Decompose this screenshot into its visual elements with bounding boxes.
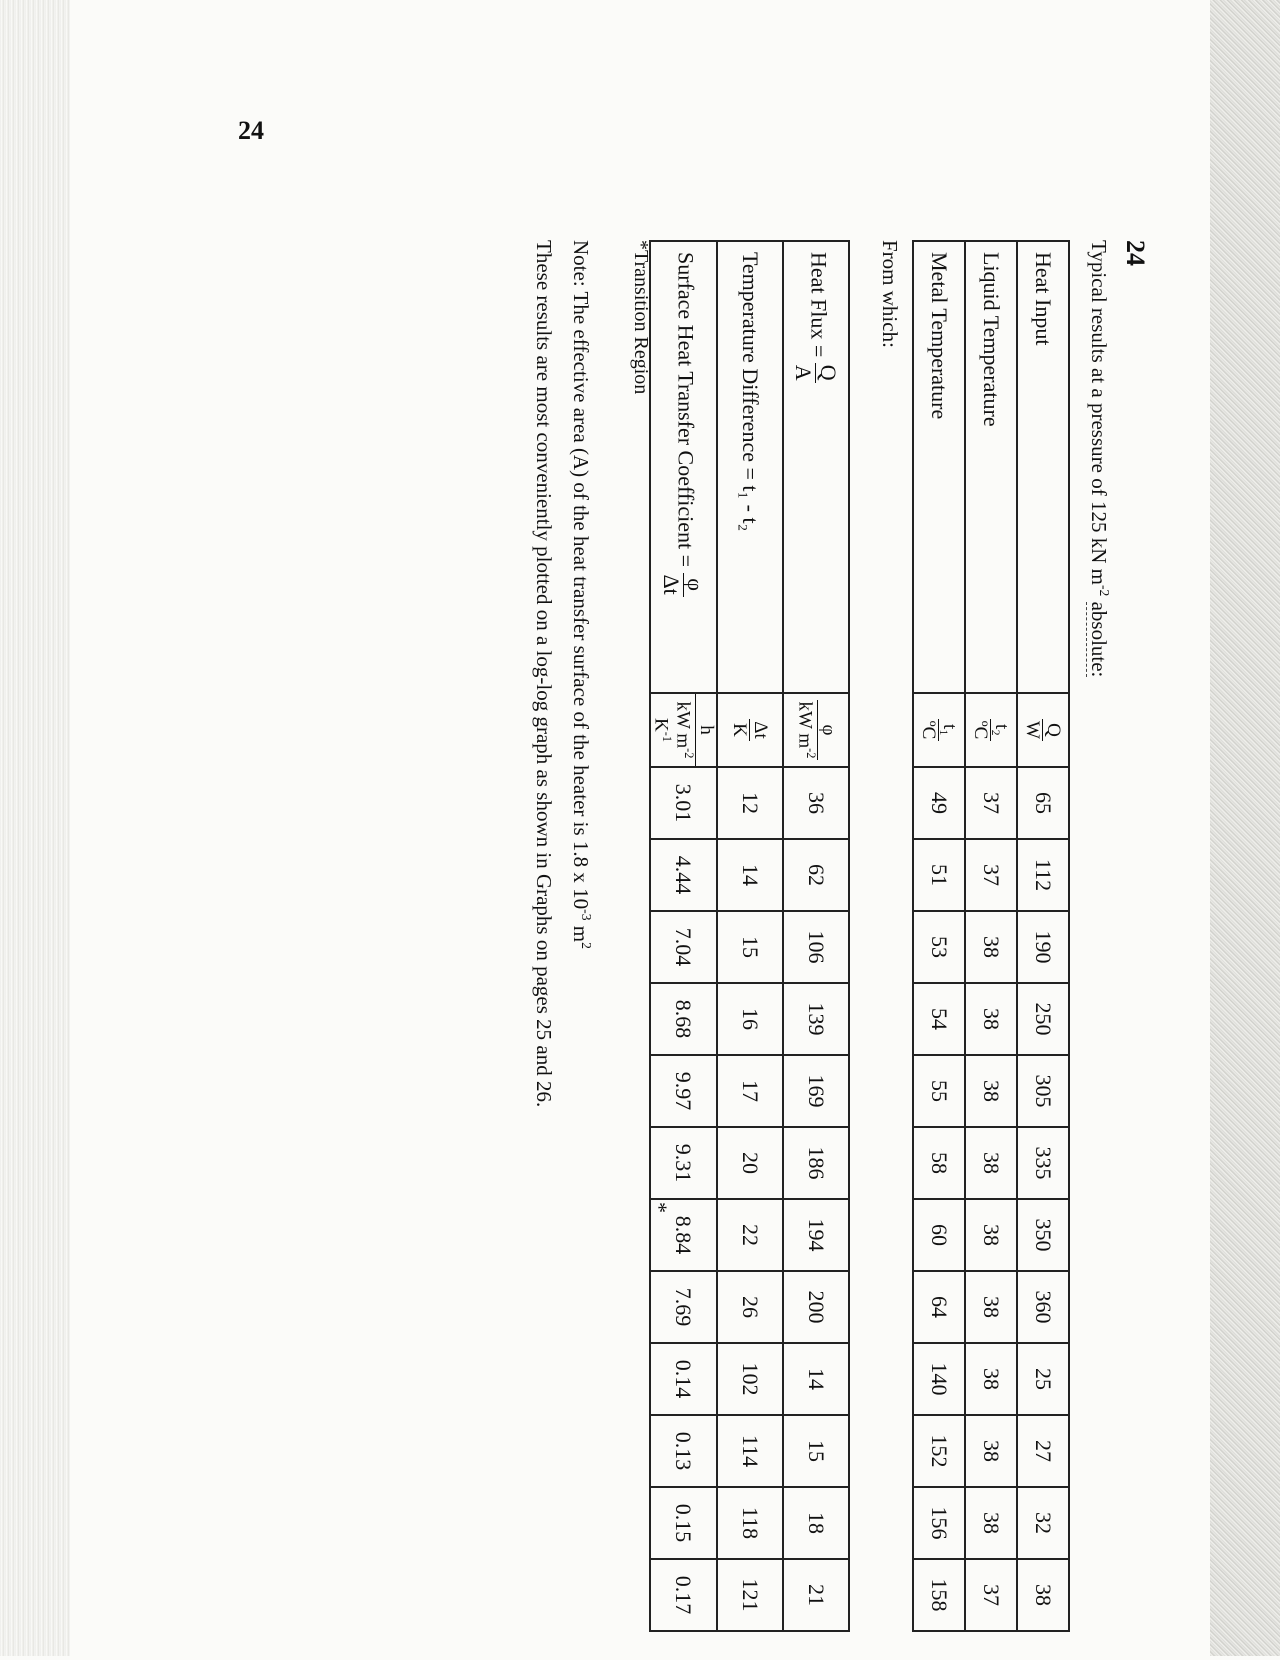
table-cell: 4.44 bbox=[650, 839, 717, 911]
caption-sup: -2 bbox=[1097, 584, 1112, 597]
results-table bbox=[912, 240, 1070, 1632]
caption-suffix: absolute: bbox=[1087, 601, 1111, 678]
table-cell: 186 bbox=[783, 1127, 849, 1199]
label-text: Heat Flux = bbox=[805, 252, 831, 363]
table-cell: 14 bbox=[717, 839, 783, 911]
table-cell: 21 bbox=[783, 1559, 849, 1631]
table-cell: 139 bbox=[783, 983, 849, 1055]
table-cell: 200 bbox=[783, 1271, 849, 1343]
row-label: Heat Input bbox=[1017, 241, 1069, 693]
table-cell: 0.14 bbox=[650, 1343, 717, 1415]
table-cell: 335 bbox=[1017, 1127, 1069, 1199]
unit-fraction-den: kW $m^{-2}$ bbox=[794, 701, 818, 759]
table-cell: 305 bbox=[1017, 1055, 1069, 1127]
table-cell: 3.01 bbox=[650, 767, 717, 839]
table-cell: 7.69 bbox=[650, 1271, 717, 1343]
table-row bbox=[650, 241, 717, 1631]
row-label bbox=[650, 241, 717, 693]
table-cell: 8.68 bbox=[650, 983, 717, 1055]
row-label: Temperature Difference = t₁ - t₂ bbox=[717, 241, 783, 693]
unit-fraction bbox=[919, 719, 960, 742]
unit-fraction-num: Q bbox=[1043, 719, 1064, 741]
unit-fraction-den-sup2: -1 bbox=[659, 731, 674, 743]
label-fraction-den: Δt bbox=[658, 574, 684, 595]
row-label: Metal Temperature bbox=[913, 241, 965, 693]
unit-symbol bbox=[1017, 693, 1069, 767]
table-cell: 37 bbox=[965, 839, 1017, 911]
unit-fraction-den: K bbox=[729, 723, 751, 737]
table-cell: 0.17 bbox=[650, 1559, 717, 1631]
table-cell: 0.15 bbox=[650, 1487, 717, 1559]
scan-right-edge bbox=[1210, 0, 1280, 1656]
table-cell: 8.84 bbox=[650, 1199, 717, 1271]
table-cell: 38 bbox=[965, 1271, 1017, 1343]
derived-table bbox=[649, 240, 850, 1632]
unit-symbol bbox=[783, 693, 849, 767]
table-cell: 118 bbox=[717, 1487, 783, 1559]
label-fraction bbox=[792, 363, 839, 383]
unit-fraction-num: h bbox=[695, 694, 716, 766]
table-cell: 16 bbox=[717, 983, 783, 1055]
table-cell: 360 bbox=[1017, 1271, 1069, 1343]
table-cell: 36 bbox=[783, 767, 849, 839]
table-cell: 7.04 bbox=[650, 911, 717, 983]
label-fraction-num: φ bbox=[683, 573, 707, 597]
page-number-rotated: 24 bbox=[1121, 240, 1150, 266]
table-cell: 9.97 bbox=[650, 1055, 717, 1127]
table-cell: 55 bbox=[913, 1055, 965, 1127]
table-cell: 121 bbox=[717, 1559, 783, 1631]
table-cell: 12 bbox=[717, 767, 783, 839]
note-text: Note: The effective area (A) of the heat transfer surface of the heater is 1.8 x 10 bbox=[569, 240, 593, 910]
table-cell: 194 bbox=[783, 1199, 849, 1271]
table-cell: 62 bbox=[783, 839, 849, 911]
unit-fraction-den: kW $m^{-2}$ $K^{-1}$ bbox=[650, 701, 697, 759]
table-cell: 27 bbox=[1017, 1415, 1069, 1487]
table-cell: 38 bbox=[965, 911, 1017, 983]
unit-symbol bbox=[650, 693, 717, 767]
row-label: Liquid Temperature bbox=[965, 241, 1017, 693]
table-cell: 38 bbox=[1017, 1559, 1069, 1631]
table-row bbox=[965, 241, 1017, 1631]
note bbox=[568, 240, 594, 949]
table-cell: 65 bbox=[1017, 767, 1069, 839]
table-cell: 169 bbox=[783, 1055, 849, 1127]
table-row bbox=[783, 241, 849, 1631]
unit-symbol bbox=[965, 693, 1017, 767]
note-unit: m bbox=[569, 920, 593, 943]
table-cell: 15 bbox=[717, 911, 783, 983]
unit-fraction-den-sup: -2 bbox=[803, 748, 818, 759]
unit-fraction-den: W bbox=[1022, 721, 1044, 739]
unit-fraction bbox=[1023, 719, 1064, 741]
table-cell: 37 bbox=[965, 767, 1017, 839]
table-cell: 49 bbox=[913, 767, 965, 839]
table-cell: 58 bbox=[913, 1127, 965, 1199]
unit-fraction-den: ºC bbox=[970, 720, 992, 740]
table-cell: 152 bbox=[913, 1415, 965, 1487]
table-cell: 38 bbox=[965, 983, 1017, 1055]
scan-left-edge bbox=[0, 0, 70, 1656]
table-cell: 190 bbox=[1017, 911, 1069, 983]
table-cell: 25 bbox=[1017, 1343, 1069, 1415]
unit-symbol bbox=[913, 693, 965, 767]
from-which-text: From which: bbox=[878, 240, 902, 348]
unit-fraction bbox=[971, 719, 1012, 742]
table-cell: 54 bbox=[913, 983, 965, 1055]
unit-fraction-den-sup: -2 bbox=[682, 748, 697, 759]
table-row bbox=[1017, 241, 1069, 1631]
table-cell: 60 bbox=[913, 1199, 965, 1271]
table-cell: 112 bbox=[1017, 839, 1069, 911]
table-cell: 140 bbox=[913, 1343, 965, 1415]
table-cell: 102 bbox=[717, 1343, 783, 1415]
unit-fraction-den: ºC bbox=[918, 720, 940, 740]
unit-fraction-num: t₂ bbox=[991, 719, 1012, 742]
table-row bbox=[717, 241, 783, 1631]
table-cell: 18 bbox=[783, 1487, 849, 1559]
table-cell: 20 bbox=[717, 1127, 783, 1199]
table-cell: 106 bbox=[783, 911, 849, 983]
unit-fraction bbox=[794, 700, 837, 761]
table-cell: 0.13 bbox=[650, 1415, 717, 1487]
table-cell: 64 bbox=[913, 1271, 965, 1343]
label-fraction-num: Q bbox=[815, 364, 841, 381]
table-cell: 38 bbox=[965, 1487, 1017, 1559]
note-graphs: These results are most conveniently plotted on a log-log graph as shown in Graphs on pages 25 and 26. bbox=[532, 240, 556, 1108]
table-cell: 156 bbox=[913, 1487, 965, 1559]
unit-fraction bbox=[730, 719, 771, 741]
page-number: 24 bbox=[238, 116, 264, 145]
table-cell: 38 bbox=[965, 1199, 1017, 1271]
table-cell: 9.31 bbox=[650, 1127, 717, 1199]
table-cell: 17 bbox=[717, 1055, 783, 1127]
caption bbox=[1086, 240, 1112, 677]
table-cell: 38 bbox=[965, 1127, 1017, 1199]
table-cell: 32 bbox=[1017, 1487, 1069, 1559]
note-sup: -3 bbox=[579, 909, 594, 921]
caption-text: Typical results at a pressure of 125 kN m bbox=[1087, 240, 1111, 585]
label-fraction bbox=[660, 573, 707, 597]
unit-fraction-num: t₁ bbox=[939, 719, 960, 742]
label-fraction-den: A bbox=[791, 364, 817, 381]
table-cell: 250 bbox=[1017, 983, 1069, 1055]
table-cell: 38 bbox=[965, 1343, 1017, 1415]
table-cell: 114 bbox=[717, 1415, 783, 1487]
unit-fraction-num: Δt bbox=[750, 721, 772, 739]
table-row bbox=[913, 241, 965, 1631]
table-cell: 53 bbox=[913, 911, 965, 983]
table-cell: 51 bbox=[913, 839, 965, 911]
rotated-content bbox=[290, 240, 1150, 1660]
table-cell: 38 bbox=[965, 1415, 1017, 1487]
table-cell: 22 bbox=[717, 1199, 783, 1271]
label-text: Surface Heat Transfer Coefficient = bbox=[673, 252, 699, 573]
table-cell: 14 bbox=[783, 1343, 849, 1415]
unit-symbol bbox=[717, 693, 783, 767]
table-cell: 158 bbox=[913, 1559, 965, 1631]
table-cell: 350 bbox=[1017, 1199, 1069, 1271]
table-cell: 38 bbox=[965, 1055, 1017, 1127]
note-sup2: 2 bbox=[579, 942, 594, 949]
row-label bbox=[783, 241, 849, 693]
table-cell: 15 bbox=[783, 1415, 849, 1487]
transition-asterisk: * bbox=[647, 1202, 672, 1213]
table-cell: 26 bbox=[717, 1271, 783, 1343]
unit-fraction-num: φ bbox=[817, 700, 838, 761]
footnote: *Transition Region bbox=[630, 240, 652, 395]
unit-fraction bbox=[651, 694, 716, 766]
table-cell: 37 bbox=[965, 1559, 1017, 1631]
